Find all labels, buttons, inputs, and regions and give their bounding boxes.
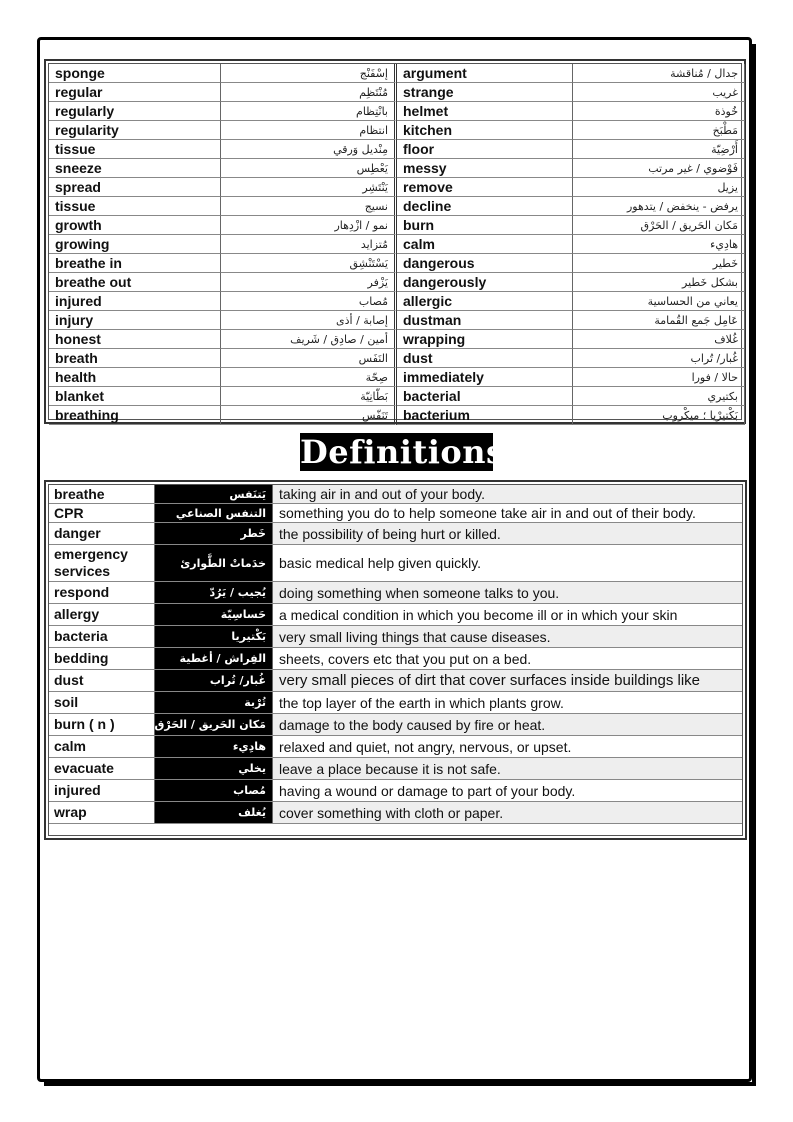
definition-term: breathe [49,485,155,503]
vocab-english-word: burn [397,216,573,235]
vocab-arabic-meaning: صِحّة [221,368,397,387]
definition-text: something you do to help someone take air in and out of their body. [272,504,742,522]
vocab-english-word: regularity [49,121,221,140]
vocab-english-word: dust [397,349,573,368]
vocab-arabic-meaning: إسْفَنْج [221,64,397,83]
vocab-english-word: regularly [49,102,221,121]
vocab-english-word: spread [49,178,221,197]
definition-arabic: خَطر [155,523,272,544]
vocab-arabic-meaning: خُوذة [573,102,745,121]
vocab-english-word: dangerously [397,273,573,292]
vocab-arabic-meaning: غريب [573,83,745,102]
vocab-arabic-meaning: نمو / ازْدِهار [221,216,397,235]
vocabulary-table [44,59,746,424]
definitions-list [48,484,743,836]
page-border-shadow [44,1082,756,1086]
vocab-english-word: injured [49,292,221,311]
vocab-arabic-meaning: مُنْتَظِم [221,83,397,102]
definition-term: respond [49,582,155,603]
vocab-arabic-meaning: فَوْضوي / غير مرتب [573,159,745,178]
vocab-english-word: blanket [49,387,221,406]
definition-text: taking air in and out of your body. [272,485,742,503]
definition-arabic: يُجيب / يَرُدّ [155,582,272,603]
vocab-arabic-meaning: بشكل خَطير [573,273,745,292]
definition-term: soil [49,692,155,713]
vocab-arabic-meaning: مِنْديل وَرقي [221,140,397,159]
definition-row [49,504,742,523]
definition-text: very small pieces of dirt that cover surfaces inside buildings like [272,670,742,691]
definition-arabic: حَساسِيّة [155,604,272,625]
definition-text: having a wound or damage to part of your body. [272,780,742,801]
definition-term: calm [49,736,155,757]
vocab-arabic-meaning: غُلاف [573,330,745,349]
vocab-arabic-meaning: أَرْضِيّة [573,140,745,159]
definition-row [49,714,742,736]
vocab-arabic-meaning: انتظام [221,121,397,140]
definition-term: bedding [49,648,155,669]
definition-text: sheets, covers etc that you put on a bed. [272,648,742,669]
vocab-english-word: wrapping [397,330,573,349]
vocab-english-word: calm [397,235,573,254]
definition-text: a medical condition in which you become ill or in which your skin [272,604,742,625]
definition-arabic: مَكان الحَريق / الحَرْق [155,714,272,735]
vocab-english-word: strange [397,83,573,102]
definition-text: relaxed and quiet, not angry, nervous, or upset. [272,736,742,757]
vocab-arabic-meaning: يعاني من الحساسية [573,292,745,311]
definition-term: allergy [49,604,155,625]
definition-arabic: خدَماتْ الطَّوارئ [155,545,272,581]
vocab-arabic-meaning: إصابة / أذى [221,311,397,330]
definition-text: the possibility of being hurt or killed. [272,523,742,544]
vocab-english-word: growth [49,216,221,235]
vocab-arabic-meaning: مُصاب [221,292,397,311]
definition-term: burn ( n ) [49,714,155,735]
vocab-english-word: decline [397,197,573,216]
vocab-english-word: remove [397,178,573,197]
vocab-english-word: floor [397,140,573,159]
vocab-arabic-meaning: يَعْطِس [221,159,397,178]
vocab-english-word: immediately [397,368,573,387]
vocab-english-word: regular [49,83,221,102]
definition-arabic: تُرْبة [155,692,272,713]
vocab-english-word: bacterium [397,406,573,425]
definitions-table [44,480,747,840]
vocab-english-word: sneeze [49,159,221,178]
definition-text: basic medical help given quickly. [272,545,742,581]
vocab-arabic-meaning: حالا / فورا [573,368,745,387]
vocab-english-word: argument [397,64,573,83]
definition-row [49,648,742,670]
vocab-arabic-meaning: أمين / صادِق / شَريف [221,330,397,349]
definition-term: CPR [49,504,155,522]
vocab-arabic-meaning: بَطّانِيّة [221,387,397,406]
definition-text: cover something with cloth or paper. [272,802,742,823]
definition-row [49,626,742,648]
definition-term: evacuate [49,758,155,779]
vocab-english-word: breathe out [49,273,221,292]
vocab-english-word: sponge [49,64,221,83]
definition-term: wrap [49,802,155,823]
vocab-english-word: helmet [397,102,573,121]
vocab-english-word: breath [49,349,221,368]
definition-row [49,780,742,802]
definition-row [49,758,742,780]
vocab-english-word: messy [397,159,573,178]
vocab-arabic-meaning: النَفَس [221,349,397,368]
vocab-english-word: health [49,368,221,387]
definition-arabic: الفِراش / أغطية [155,648,272,669]
definition-text: the top layer of the earth in which plants grow. [272,692,742,713]
vocab-english-word: allergic [397,292,573,311]
vocab-english-word: honest [49,330,221,349]
vocab-arabic-meaning: يزيل [573,178,745,197]
vocab-arabic-meaning: مَطْبَخ [573,121,745,140]
definition-row [49,802,742,824]
definition-text: very small living things that cause diseases. [272,626,742,647]
vocab-arabic-meaning: مَكان الحَريق / الحَرْق [573,216,745,235]
definition-arabic: غُبار/ تُراب [155,670,272,691]
definition-arabic: يُغلف [155,802,272,823]
vocab-english-word: dustman [397,311,573,330]
vocab-english-word: kitchen [397,121,573,140]
definition-term: dust [49,670,155,691]
definition-row [49,485,742,504]
definition-row [49,582,742,604]
vocab-arabic-meaning: هادِيء [573,235,745,254]
vocab-arabic-meaning: عَامِل جَمع القُمامة [573,311,745,330]
page-border-shadow [752,44,756,1086]
vocab-arabic-meaning: يَنْتَشِر [221,178,397,197]
vocab-english-word: breathe in [49,254,221,273]
vocab-english-word: injury [49,311,221,330]
definition-row [49,736,742,758]
vocabulary-grid [48,63,742,423]
definition-arabic: يَتنَفس [155,485,272,503]
definition-text: damage to the body caused by fire or heat. [272,714,742,735]
definition-row [49,670,742,692]
definition-text: doing something when someone talks to you. [272,582,742,603]
definition-term: danger [49,523,155,544]
vocab-arabic-meaning: يَسْتَنْشِق [221,254,397,273]
vocab-arabic-meaning: جدال / مُناقشة [573,64,745,83]
vocab-arabic-meaning: يرفض - ينخفض / يتدهور [573,197,745,216]
vocab-arabic-meaning: يَزْفر [221,273,397,292]
vocab-english-word: tissue [49,197,221,216]
vocab-arabic-meaning: بكتيري [573,387,745,406]
section-title: Definitions [300,433,505,471]
definition-arabic: بَكْتيريا [155,626,272,647]
definition-arabic: مُصاب [155,780,272,801]
definition-arabic: يخلي [155,758,272,779]
definition-row [49,523,742,545]
definition-term: injured [49,780,155,801]
vocab-arabic-meaning: بَكْتيرْيا ؛ ميكْروب [573,406,745,425]
vocab-english-word: tissue [49,140,221,159]
definition-term: bacteria [49,626,155,647]
definition-row [49,604,742,626]
vocab-english-word: breathing [49,406,221,425]
definition-term: emergency services [49,545,155,581]
definition-row [49,692,742,714]
vocab-arabic-meaning: تَنَفّس [221,406,397,425]
definition-text: leave a place because it is not safe. [272,758,742,779]
vocab-arabic-meaning: نسيج [221,197,397,216]
definition-arabic: التنفس الصناعي [155,504,272,522]
vocab-english-word: dangerous [397,254,573,273]
vocab-arabic-meaning: بانْتِظام [221,102,397,121]
definition-row [49,545,742,582]
definition-arabic: هادِيء [155,736,272,757]
vocab-arabic-meaning: مُتزايد [221,235,397,254]
vocab-english-word: growing [49,235,221,254]
vocab-english-word: bacterial [397,387,573,406]
vocab-arabic-meaning: غُبار/ تُراب [573,349,745,368]
vocab-arabic-meaning: خَطير [573,254,745,273]
